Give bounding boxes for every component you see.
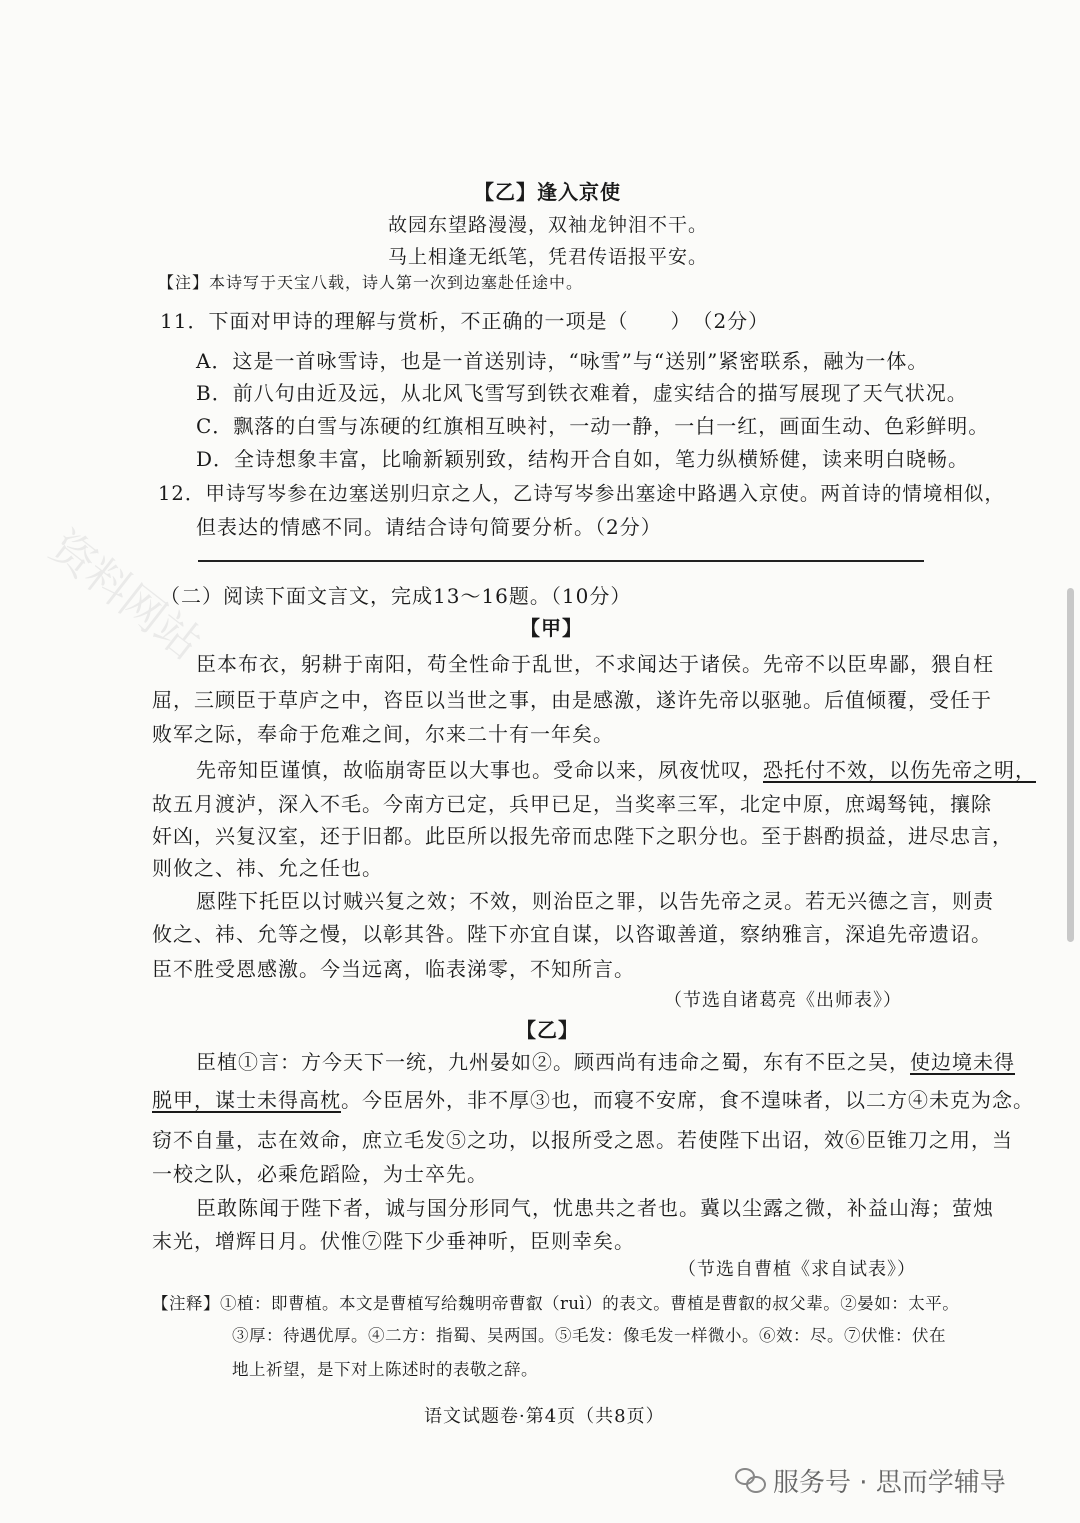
brand-mark bbox=[735, 1462, 1006, 1499]
jia-p2-line3: 奸凶，兴复汉室，还于旧都。此臣所以报先帝而忠陛下之职分也。至于斟酌损益，进尽忠言， bbox=[152, 824, 1013, 848]
question-12-line1: 12．甲诗写岑参在边塞送别归京之人，乙诗写岑参出塞途中路遇入京使。两首诗的情境相似， bbox=[158, 482, 1005, 505]
jia-p1-line2: 屈，三顾臣于草庐之中，咨臣以当世之事，由是感激，遂许先帝以驱驰。后值倾覆，受任于 bbox=[152, 688, 992, 712]
jia-underlined-sentence: 恐托付不效，以伤先帝之明， bbox=[763, 758, 1036, 782]
yi-p1-line1 bbox=[196, 1046, 1015, 1075]
question-12-line2: 但表达的情感不同。请结合诗句简要分析。（2分） bbox=[196, 515, 662, 539]
passage-jia-label: 【甲】 bbox=[520, 616, 583, 640]
jia-p1-line1: 臣本布衣，躬耕于南阳，苟全性命于乱世，不求闻达于诸侯。先帝不以臣卑鄙，猥自枉 bbox=[196, 652, 994, 676]
question-11-stem: 11．下面对甲诗的理解与赏析，不正确的一项是（ ） （2分） bbox=[160, 309, 770, 333]
question-11-option-b: B．前八句由近及远，从北风飞雪写到铁衣难着，虚实结合的描写展现了天气状况。 bbox=[196, 381, 968, 405]
yi-underlined-part1: 使边境未得 bbox=[910, 1050, 1015, 1074]
annotation-line2: ③厚：待遇优厚。④二方：指蜀、吴两国。⑤毛发：像毛发一样微小。⑥效：尽。⑦伏惟：伏在 bbox=[232, 1326, 946, 1345]
yi-p2-line1: 臣敢陈闻于陛下者，诚与国分形同气，忧患共之者也。冀以尘露之微，补益山海；萤烛 bbox=[196, 1196, 994, 1220]
poem-yi-line2: 马上相逢无纸笔，凭君传语报平安。 bbox=[388, 246, 709, 268]
jia-p3-line1: 愿陛下托臣以讨贼兴复之效；不效，则治臣之罪，以告先帝之灵。若无兴德之言，则责 bbox=[196, 889, 994, 913]
yi-p1-line3: 窃不自量，志在效命，庶立毛发⑤之功，以报所受之恩。若使陛下出诏，效⑥臣锥刀之用，当 bbox=[152, 1128, 1013, 1152]
annotation-line1: 【注释】①植：即曹植。本文是曹植写给魏明帝曹叡（ruì）的表文。曹植是曹叡的叔父辈。②晏如：太平。 bbox=[152, 1294, 960, 1313]
yi-p1-line2 bbox=[152, 1084, 1034, 1113]
scrollbar[interactable] bbox=[1067, 588, 1074, 942]
yi-p1-line1-text: 臣植①言：方今天下一统，九州晏如②。顾西尚有违命之蜀，东有不臣之吴， bbox=[196, 1050, 910, 1074]
jia-p2-line4: 则攸之、祎、允之任也。 bbox=[152, 856, 383, 880]
question-11-option-d: D．全诗想象丰富，比喻新颖别致，结构开合自如，笔力纵横矫健，读来明白晓畅。 bbox=[196, 447, 970, 471]
jia-p3-line2: 攸之、祎、允等之慢，以彰其咎。陛下亦宜自谋，以咨诹善道，察纳雅言，深追先帝遗诏。 bbox=[152, 922, 992, 946]
watermark: 资料网站 bbox=[40, 521, 211, 670]
poem-yi-title: 【乙】逢入京使 bbox=[474, 180, 621, 204]
jia-p1-line3: 败军之际，奉命于危难之间，尔来二十有一年矣。 bbox=[152, 722, 614, 746]
annotation-line3: 地上祈望，是下对上陈述时的表敬之辞。 bbox=[232, 1360, 538, 1379]
jia-source: （节选自诸葛亮《出师表》） bbox=[664, 990, 902, 1011]
poem-yi-note: 【注】本诗写于天宝八载，诗人第一次到边塞赴任途中。 bbox=[158, 273, 584, 292]
yi-source: （节选自曹植《求自试表》） bbox=[678, 1259, 916, 1280]
wechat-icon bbox=[735, 1468, 765, 1494]
section-divider bbox=[198, 560, 924, 562]
yi-underlined-part2: 脱甲，谋士未得高枕 bbox=[152, 1088, 341, 1112]
jia-p2-line1-text: 先帝知臣谨慎，故临崩寄臣以大事也。受命以来，夙夜忧叹， bbox=[196, 758, 763, 782]
question-11-option-a: A．这是一首咏雪诗，也是一首送别诗，“咏雪”与“送别”紧密联系，融为一体。 bbox=[196, 349, 929, 373]
yi-p1-line2-text: 。今臣居外，非不厚③也，而寝不安席，食不遑味者，以二方④未克为念。 bbox=[341, 1088, 1034, 1112]
jia-p2-line2: 故五月渡泸，深入不毛。今南方已定，兵甲已足，当奖率三军，北定中原，庶竭驽钝，攘除 bbox=[152, 792, 992, 816]
yi-p2-line2: 末光，增辉日月。伏惟⑦陛下少垂神听，臣则幸矣。 bbox=[152, 1229, 635, 1253]
section2-heading: （二）阅读下面文言文，完成13～16题。（10分） bbox=[160, 584, 632, 608]
passage-yi-label: 【乙】 bbox=[516, 1018, 579, 1042]
yi-p1-line4: 一校之队，必乘危蹈险，为士卒先。 bbox=[152, 1162, 488, 1186]
brand-label: 服务号 · 思而学辅导 bbox=[773, 1468, 1006, 1498]
poem-yi-line1: 故园东望路漫漫，双袖龙钟泪不干。 bbox=[388, 214, 709, 236]
jia-p3-line3: 臣不胜受恩感激。今当远离，临表涕零，不知所言。 bbox=[152, 957, 635, 981]
jia-p2-line1 bbox=[196, 754, 1036, 783]
question-11-option-c: C．飘落的白雪与冻硬的红旗相互映衬，一动一静，一白一红，画面生动、色彩鲜明。 bbox=[196, 414, 990, 438]
page-footer: 语文试题卷·第4页（共8页） bbox=[424, 1406, 665, 1427]
